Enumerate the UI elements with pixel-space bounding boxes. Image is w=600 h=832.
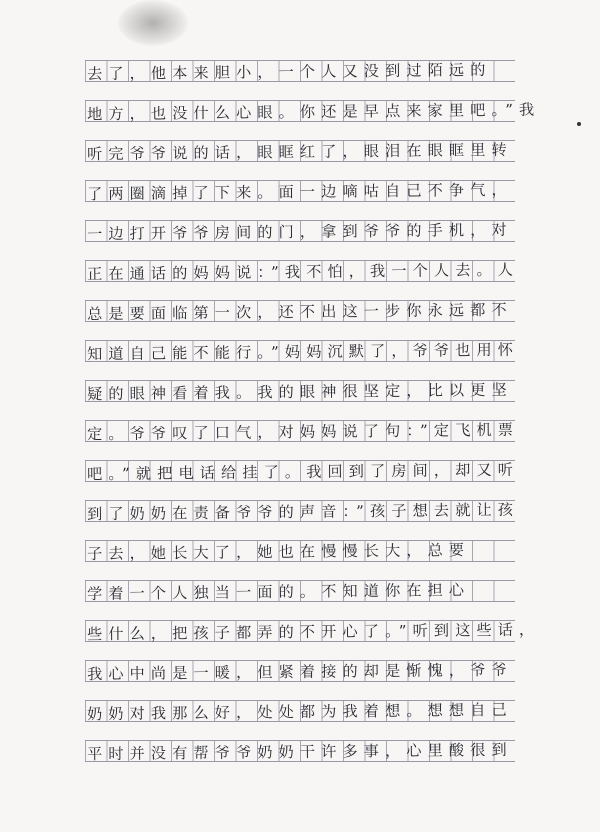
grid-row xyxy=(85,700,515,722)
grid-row xyxy=(85,260,520,284)
handwritten-line: 一边打开爷爷房间的门，拿到爷爷的手机，对 xyxy=(86,220,513,244)
grid-row xyxy=(85,580,515,602)
handwritten-line: 平时并没有帮爷爷奶奶干许多事，心里酸很到 xyxy=(86,740,513,764)
ink-dot xyxy=(577,122,581,126)
grid-row xyxy=(85,620,541,644)
handwritten-line: 子去，她长大了，她也在慢慢长大，总要 xyxy=(86,540,471,564)
handwritten-line: 去了，他本来胆小，一个人又没到过陌远的 xyxy=(86,60,492,84)
handwritten-line: 我心中尚是一暖，但紧着接的却是惭愧，爷爷 xyxy=(86,660,513,684)
grid-row xyxy=(85,500,520,524)
grid-row xyxy=(85,340,520,364)
handwritten-line: 听完爷爷说的话，眼眶红了，眼泪在眼眶里转 xyxy=(86,140,513,164)
grid-row xyxy=(85,460,520,484)
handwritten-line: 到了奶奶在责备爷爷的声音：”孩子想去就让孩 xyxy=(86,500,520,524)
handwritten-line: 疑的眼神看着我。我的眼神很坚定，比以更坚 xyxy=(86,380,513,404)
handwritten-line: 正在通话的妈妈说：”我不怕，我一个人去。人 xyxy=(86,260,520,284)
handwritten-line: 些什么，把孩子都弄的不开心了。”听到这些话， xyxy=(86,620,541,644)
grid-row xyxy=(85,300,515,322)
handwritten-line: 学着一个人独当一面的。不知道你在担心 xyxy=(86,580,471,604)
grid-row xyxy=(85,740,515,762)
handwritten-line: 吧。”就把电话给挂了。我回到了房间，却又听 xyxy=(86,460,520,484)
grid-row xyxy=(85,540,515,562)
grid-row xyxy=(85,660,515,682)
handwritten-line: 知道自己能不能行。”妈妈沉默了，爷爷也用怀 xyxy=(86,340,520,364)
grid-row xyxy=(85,60,515,82)
grid-row xyxy=(85,380,515,402)
writing-grid xyxy=(85,60,541,764)
ink-smudge xyxy=(118,0,188,46)
grid-row xyxy=(85,180,515,202)
handwritten-line: 定。爷爷叹了口气，对妈妈说了句：”定飞机票 xyxy=(86,420,520,444)
grid-row xyxy=(85,100,541,124)
handwritten-line: 了两圈滴掉了下来。面一边嘀咕自己不争气， xyxy=(86,180,513,204)
handwritten-line: 总是要面临第一次，还不出这一步你永远都不 xyxy=(86,300,513,324)
handwritten-line: 地方，也没什么心眼。你还是早点来家里吧。”我 xyxy=(86,100,541,124)
grid-row xyxy=(85,140,515,162)
handwritten-line: 奶奶对我那么好，处处都为我着想。想想自己 xyxy=(86,700,513,724)
grid-row xyxy=(85,220,515,242)
grid-row xyxy=(85,420,520,444)
